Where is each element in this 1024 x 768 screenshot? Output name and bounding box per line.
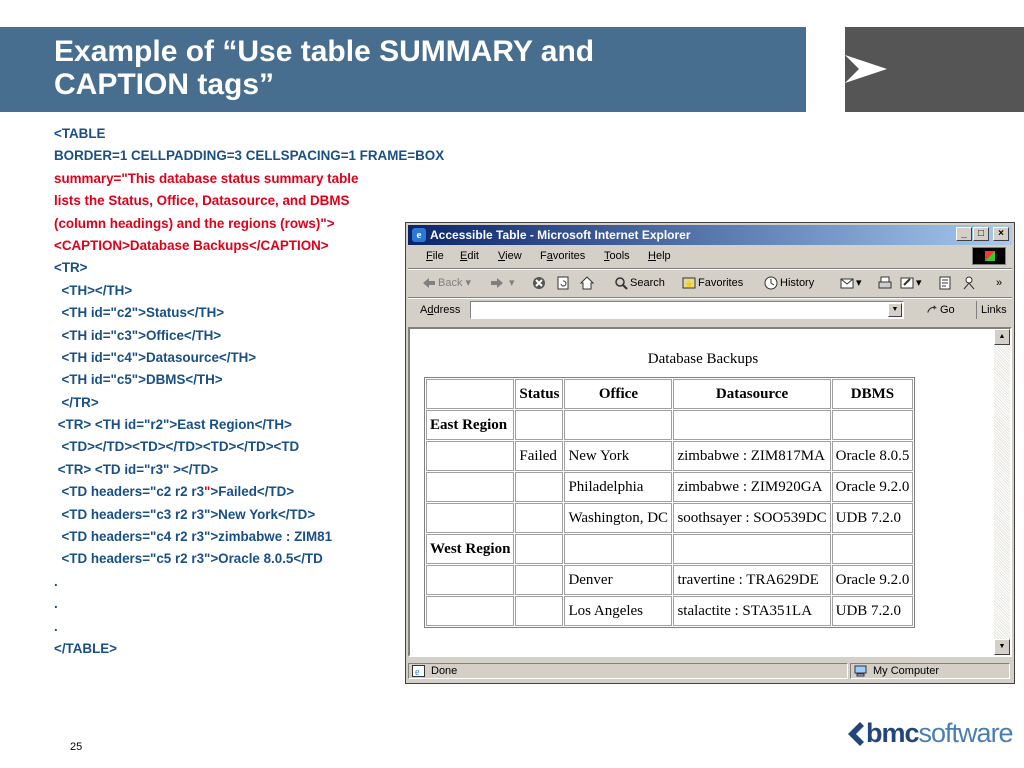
page-done-icon	[412, 665, 425, 677]
go-label: Go	[940, 304, 955, 316]
table-cell	[832, 534, 914, 564]
my-computer-icon	[854, 665, 867, 677]
code-line: <TD></TD><TD></TD><TD></TD><TD	[54, 439, 300, 455]
menu-accel: a	[546, 250, 553, 262]
code-line: <TR>	[54, 260, 88, 276]
zone-text: My Computer	[873, 665, 940, 677]
header-cell: DBMS	[832, 379, 914, 409]
label-text: A	[420, 304, 428, 316]
table-row	[426, 534, 913, 564]
menu-bar	[408, 247, 1012, 267]
table-cell: Oracle 9.2.0	[832, 472, 914, 502]
stop-button[interactable]	[532, 275, 548, 291]
browser-window	[405, 222, 1015, 684]
table-cell	[564, 410, 672, 440]
history-label: History	[780, 277, 815, 289]
table-cell: zimbabwe : ZIM920GA	[673, 472, 830, 502]
table-cell	[515, 503, 563, 533]
menu-file[interactable]	[426, 250, 444, 262]
edit-icon	[900, 276, 914, 290]
table-cell	[515, 596, 563, 626]
table-cell: New York	[564, 441, 672, 471]
header-cell: Status	[515, 379, 563, 409]
table-cell	[426, 472, 514, 502]
table-cell: Washington, DC	[564, 503, 672, 533]
code-line: <TH id="c5">DBMS</TH>	[54, 372, 223, 388]
menu-edit[interactable]	[460, 250, 479, 262]
table-cell: zimbabwe : ZIM817MA	[673, 441, 830, 471]
favorites-button[interactable]	[682, 275, 743, 291]
history-button[interactable]	[764, 275, 814, 291]
menu-label: F	[540, 250, 547, 262]
code-fragment-highlight: "	[204, 484, 211, 500]
code-line: <TD headers="c3 r2 r3">New York</TD>	[54, 506, 316, 522]
table-cell: Oracle 8.0.5	[832, 441, 914, 471]
table-row	[426, 565, 913, 595]
address-input[interactable]	[470, 301, 904, 319]
go-arrow-icon	[926, 304, 938, 316]
code-line: (column headings) and the regions (rows)">	[54, 215, 335, 231]
code-line: </TR>	[54, 394, 99, 410]
refresh-button[interactable]	[556, 275, 572, 291]
database-backups-table	[424, 377, 915, 628]
address-dropdown-button[interactable]: ▼	[888, 303, 902, 317]
code-line: <TD headers="c4 r2 r3">zimbabwe : ZIM81	[54, 529, 333, 545]
header-cell: Office	[564, 379, 672, 409]
status-text: Done	[431, 665, 458, 677]
table-cell	[515, 410, 563, 440]
code-line: .	[54, 596, 58, 612]
menu-label: ile	[432, 250, 444, 262]
home-button[interactable]	[580, 275, 596, 291]
back-button[interactable]: Back ▾	[422, 275, 471, 291]
menu-tools[interactable]	[604, 250, 630, 262]
window-titlebar[interactable]	[408, 225, 1012, 245]
messenger-button[interactable]	[962, 275, 978, 291]
address-value	[471, 306, 474, 318]
status-bar	[408, 661, 1012, 681]
back-arrow-icon	[422, 276, 436, 290]
table-cell: UDB 7.2.0	[832, 596, 914, 626]
logo-chevron-icon	[846, 720, 868, 748]
refresh-icon	[556, 276, 570, 290]
address-bar	[408, 299, 1012, 323]
messenger-icon	[962, 276, 976, 290]
label-text: dress	[433, 304, 461, 316]
row-header-cell: East Region	[426, 410, 514, 440]
mail-button[interactable]: ▾	[840, 275, 862, 291]
favorites-label: Favorites	[698, 277, 744, 289]
menu-label: iew	[505, 250, 522, 262]
code-line: <TD headers="c5 r2 r3">Oracle 8.0.5</TD	[54, 551, 323, 567]
code-line: <TH id="c3">Office</TH>	[54, 327, 222, 343]
code-fragment: >Failed</TD>	[210, 484, 295, 500]
code-line: <TH id="c4">Datasource</TH>	[54, 349, 257, 365]
table-cell	[426, 565, 514, 595]
code-line: .	[54, 573, 58, 589]
close-button[interactable]: ×	[993, 227, 1009, 241]
menu-label: ools	[609, 250, 630, 262]
svg-text:e: e	[415, 667, 420, 677]
table-cell	[426, 596, 514, 626]
home-icon	[580, 276, 594, 290]
discuss-icon	[938, 276, 952, 290]
chevron-notch	[845, 55, 859, 83]
status-pane-main	[408, 663, 848, 679]
table-cell	[673, 534, 830, 564]
menu-label: dit	[467, 250, 479, 262]
menu-label: elp	[655, 250, 671, 262]
table-cell: Los Angeles	[564, 596, 672, 626]
address-label	[420, 304, 460, 316]
window-title: Accessible Table - Microsoft Internet Explorer	[430, 228, 691, 242]
code-line: <TH id="c2">Status</TH>	[54, 305, 225, 321]
history-icon	[764, 276, 778, 290]
code-line: summary="This database status summary table	[54, 170, 359, 186]
menu-accel: V	[498, 250, 506, 262]
table-cell: UDB 7.2.0	[832, 503, 914, 533]
table-cell	[673, 410, 830, 440]
scroll-down-button[interactable]: ▼	[994, 639, 1010, 655]
status-pane-zone	[850, 663, 1010, 679]
code-line	[54, 481, 444, 503]
table-cell	[564, 534, 672, 564]
search-label: Search	[630, 277, 665, 289]
row-header-cell: West Region	[426, 534, 514, 564]
menu-accel: E	[460, 250, 468, 262]
menu-accel: H	[648, 250, 656, 262]
search-button[interactable]	[614, 275, 665, 291]
edit-button[interactable]: ▾	[900, 275, 922, 291]
vertical-scrollbar[interactable]	[994, 329, 1010, 655]
logo-wordmark	[866, 718, 1013, 748]
table-cell: stalactite : STA351LA	[673, 596, 830, 626]
code-line: <TR> <TH id="r2">East Region</TH>	[54, 417, 292, 433]
code-line: lists the Status, Office, Datasource, and DBMS	[54, 193, 350, 209]
code-line: .	[54, 618, 58, 634]
code-line: </TABLE>	[54, 640, 117, 656]
code-line: <TR> <TD id="r3" ></TD>	[54, 461, 219, 477]
slide-page-number: 25	[70, 741, 83, 753]
code-line: <TABLE	[54, 126, 106, 141]
code-line: BORDER=1 CELLPADDING=3 CELLSPACING=1 FRAME=BOX	[54, 148, 445, 164]
table-row	[426, 596, 913, 626]
menu-accel: T	[604, 250, 610, 262]
table-cell: soothsayer : SOO539DC	[673, 503, 830, 533]
table-cell	[515, 472, 563, 502]
discuss-button[interactable]	[938, 275, 954, 291]
table-cell	[426, 441, 514, 471]
header-cell	[426, 379, 514, 409]
table-row	[426, 441, 913, 471]
windows-logo-icon	[972, 247, 1006, 265]
links-button[interactable]: Links	[976, 301, 1010, 319]
table-cell: Oracle 9.2.0	[832, 565, 914, 595]
search-icon	[614, 276, 628, 290]
table-row	[426, 503, 913, 533]
code-line: <TH></TH>	[54, 282, 133, 298]
table-cell: Philadelphia	[564, 472, 672, 502]
label-accel: d	[427, 304, 434, 316]
page-viewport	[408, 327, 1012, 657]
table-cell: Failed	[515, 441, 563, 471]
minimize-button[interactable]: _	[956, 227, 972, 241]
table-cell: Denver	[564, 565, 672, 595]
forward-button[interactable]: ▾	[490, 275, 515, 291]
stop-icon	[532, 276, 546, 290]
menu-favorites[interactable]	[540, 250, 585, 262]
slide-title-bar	[0, 27, 806, 112]
print-button[interactable]	[878, 275, 894, 291]
table-cell	[515, 534, 563, 564]
title-decoration	[845, 27, 1024, 112]
table-cell	[426, 503, 514, 533]
slide-title: Example of “Use table SUMMARY and CAPTION tags”	[54, 35, 595, 101]
code-listing	[54, 123, 444, 660]
maximize-button[interactable]: □	[973, 227, 989, 241]
menu-label: vorites	[552, 250, 586, 262]
favorites-icon	[682, 276, 696, 290]
menu-accel: F	[426, 250, 433, 262]
scroll-up-button[interactable]: ▲	[994, 329, 1010, 345]
code-fragment: <TD headers="c2 r2 r3	[54, 484, 205, 500]
table-cell	[515, 565, 563, 595]
go-button[interactable]	[926, 304, 955, 316]
toolbar-divider	[408, 268, 1012, 270]
table-cell: travertine : TRA629DE	[673, 565, 830, 595]
header-cell: Datasource	[673, 379, 830, 409]
back-label: Back	[438, 277, 463, 289]
table-row	[426, 410, 913, 440]
standard-toolbar	[408, 271, 1012, 297]
toolbar-overflow[interactable]: »	[996, 277, 1003, 289]
mail-icon	[840, 276, 854, 290]
code-line: <CAPTION>Database Backups</CAPTION>	[54, 237, 329, 253]
table-row	[426, 472, 913, 502]
forward-arrow-icon	[490, 276, 504, 290]
ie-app-icon: e	[412, 228, 426, 242]
table-caption: Database Backups	[647, 351, 759, 367]
bmc-software-logo	[846, 716, 1013, 752]
menu-help[interactable]	[648, 250, 671, 262]
menu-view[interactable]	[498, 250, 522, 262]
logo-software-text: software	[918, 718, 1013, 748]
table-header-row	[426, 379, 913, 409]
logo-bmc-text: bmc	[866, 718, 919, 748]
print-icon	[878, 276, 892, 290]
table-cell	[832, 410, 914, 440]
